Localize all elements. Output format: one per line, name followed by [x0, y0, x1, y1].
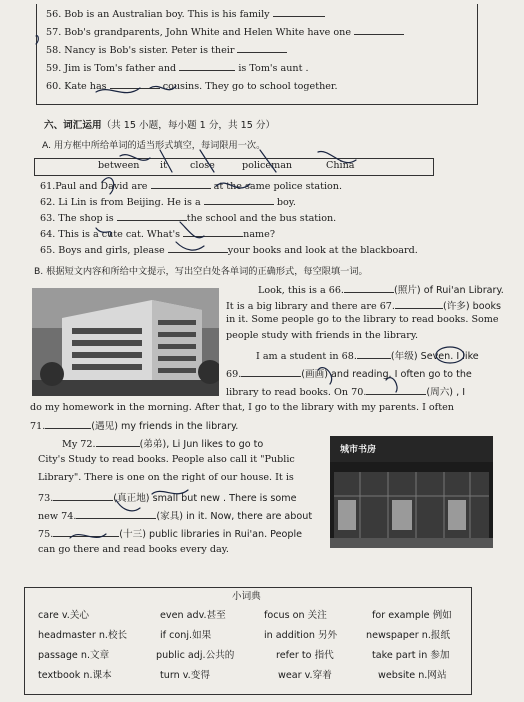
- question-65: 65. Boys and girls, please your books and look at the blackboard.: [40, 242, 418, 257]
- passage-line-72: My 72. (弟弟), Li Jun likes to go to: [62, 436, 263, 451]
- word-bank-word-china: China: [326, 160, 355, 171]
- dict-entry-wear: wear v.穿着: [278, 670, 332, 681]
- passage-line-73: 73. (真正地) small but new . There is some: [38, 490, 297, 505]
- passage-line-71: 71. (遇见) my friends in the library.: [30, 418, 238, 433]
- dict-entry-headmaster: headmaster n.校长: [38, 630, 128, 641]
- passage-line-8: do my homework in the morning. After that, I go to the library with my parents. I often: [30, 402, 454, 413]
- dict-entry-newspaper: newspaper n.报纸: [366, 630, 451, 641]
- passage-line-12: Library". There is one on the right of our house. It is: [38, 472, 294, 483]
- question-60: 60. Kate has cousins. They go to school together.: [46, 78, 338, 93]
- dict-entry-for-example: for example 例如: [372, 610, 452, 621]
- question-56: 56. Bob is an Australian boy. This is his family: [46, 6, 325, 21]
- dict-entry-turn: turn v.变得: [160, 670, 210, 681]
- word-bank-word-it: it: [160, 160, 167, 171]
- passage-line-74: new 74. (家具) in it. Now, there are about: [38, 508, 312, 523]
- word-bank-word-between: between: [98, 160, 140, 171]
- library-building-photo: [32, 288, 219, 396]
- passage-line-69: 69. (画画) and reading. I often go to the: [226, 366, 472, 381]
- dict-entry-even: even adv.甚至: [160, 610, 226, 621]
- question-61: 61.Paul and David are at the same police station.: [40, 178, 342, 193]
- passage-line-66: Look, this is a 66. (照片) of Rui'an Library.: [258, 282, 504, 297]
- part-a-instruction: A. 用方框中所给单词的适当形式填空，每词限用一次。: [42, 140, 266, 151]
- passage-line-16: can go there and read books every day.: [38, 544, 229, 555]
- passage-line-75: 75. (十三) public libraries in Rui'an. People: [38, 526, 302, 541]
- passage-line-70: library to read books. On 70. (周六) , I: [226, 384, 465, 399]
- word-bank-word-close: close: [190, 160, 215, 171]
- city-study-sign: 城市书房: [340, 445, 377, 455]
- passage-line-4: people study with friends in the library.: [226, 330, 419, 341]
- question-62: 62. Li Lin is from Beijing. He is a boy.: [40, 194, 296, 209]
- section-6-title: 六、词汇运用（共 15 小题，每小题 1 分，共 15 分）: [44, 120, 276, 131]
- passage-line-11: City's Study to read books. People also call it "Public: [38, 454, 295, 465]
- dict-entry-take-part-in: take part in 参加: [372, 650, 450, 661]
- dict-entry-passage: passage n.文章: [38, 650, 110, 661]
- library-building-illustration: [32, 288, 219, 396]
- dict-entry-focus-on: focus on 关注: [264, 610, 327, 621]
- question-59: 59. Jim is Tom's father and is Tom's aunt .: [46, 60, 309, 75]
- dict-entry-in-addition: in addition 另外: [264, 630, 338, 641]
- dict-entry-public: public adj.公共的: [156, 650, 235, 661]
- dict-entry-textbook: textbook n.课本: [38, 670, 112, 681]
- question-64: 64. This is a cute cat. What's name?: [40, 226, 275, 241]
- word-bank-box: [34, 158, 434, 176]
- dict-entry-care: care v.关心: [38, 610, 90, 621]
- dict-entry-if: if conj.如果: [160, 630, 212, 641]
- passage-line-67: It is a big library and there are 67. (许多) books: [226, 298, 501, 313]
- dictionary-title: 小词典: [232, 591, 261, 602]
- passage-line-68: I am a student in 68. (年级) Seven. I like: [256, 348, 479, 363]
- word-bank-word-policeman: policeman: [242, 160, 293, 171]
- question-57: 57. Bob's grandparents, John White and Helen White have one: [46, 24, 404, 39]
- dict-entry-refer-to: refer to 指代: [276, 650, 334, 661]
- question-58: 58. Nancy is Bob's sister. Peter is their: [46, 42, 287, 57]
- question-63: 63. The shop is the school and the bus station.: [40, 210, 336, 225]
- passage-line-3: in it. Some people go to the library to read books. Some: [226, 314, 499, 325]
- dict-entry-website: website n.网站: [378, 670, 447, 681]
- part-b-instruction: B. 根据短文内容和所给中文提示，写出空白处各单词的正确形式，每空限填一词。: [34, 266, 368, 277]
